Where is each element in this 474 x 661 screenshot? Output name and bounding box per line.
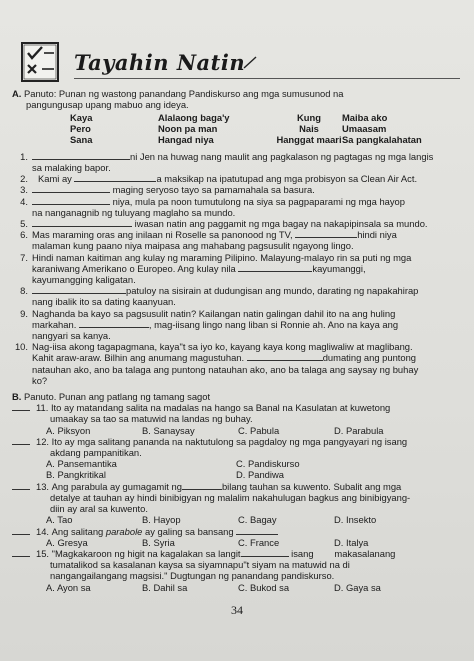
word-bank-cell: Sa pangkalahatan [342, 134, 422, 145]
item-4: 4. niya, mula pa noon tumutulong na siya sa pagpaparami ng mga hayop na nanganagnib ng tuluyang maglaho sa mundo. [20, 195, 405, 218]
word-bank-cell: Maiba ako [342, 112, 388, 124]
answer-blank[interactable] [32, 196, 110, 205]
word-bank-cell: Kaya [70, 112, 93, 124]
choice[interactable]: B. Dahil sa [142, 581, 188, 593]
choice[interactable]: A. Ayon sa [46, 581, 91, 593]
question-13: 13. Ang parabula ay gumagamit ng bilang tauhan sa kuwento. Subalit ang mga detalye at tauhan ay hindi binibigyan ng malalim nakahulugan bagkus ang binibigyang- diin ay aral sa kuwento. A. Tao B. Hayop C. Bagay D. Insekto [12, 481, 458, 526]
item-9: 9. Naghanda ba kayo sa pagsusulit natin? Kailangan natin galingan dahil ito na ang huling markahan. , mag-iisang lingo nang liban si Ronnie ah. Ano na kaya ang nangyari sa kanya. [20, 307, 399, 342]
section-b-label: B. [12, 391, 22, 403]
choice[interactable]: D. Gaya sa [334, 581, 381, 593]
choice[interactable]: D. Pandiwa [236, 469, 284, 481]
answer-blank[interactable] [295, 229, 357, 238]
choice[interactable]: B. Sanaysay [142, 424, 195, 436]
answer-blank[interactable] [241, 548, 289, 557]
answer-blank[interactable] [12, 548, 30, 557]
answer-blank[interactable] [32, 218, 132, 227]
item-8: 8. patuloy na sisirain at dudungisan ang mundo, darating ng napakahirap nang ibalik ito sa dating kaanyuan. [20, 285, 419, 308]
section-a-instruction-cont: pangungusap upang mabuo ang ideya. [26, 99, 189, 111]
question-14: 14. Ang salitang parabole ay galing sa bansang A. Gresya B. Syria C. France D. Italya [12, 526, 458, 548]
choice[interactable]: D. Italya [334, 536, 369, 548]
answer-blank[interactable] [236, 526, 278, 535]
item-3: 3. maging seryoso tayo sa pamamahala sa basura. [20, 184, 315, 196]
choice[interactable]: B. Hayop [142, 514, 181, 526]
word-bank [70, 113, 450, 145]
answer-blank[interactable] [12, 436, 30, 445]
choice[interactable]: D. Insekto [334, 514, 377, 526]
item-7: 7. Hindi naman kaitiman ang kulay ng maraming Pilipino. Malayung-malayo rin sa puti ng mga karaniwang Amerikano o Europeo. Ang kulay nila kayumanggi, kayumangging kaligatan. [20, 251, 412, 286]
item-6: 6. Mas maraming oras ang inilaan ni Roselle sa panonood ng TV, hindi niya malaman kung paano niya maipasa ang mahabang pagsusulit ngayong lingo. [20, 229, 397, 252]
answer-blank[interactable] [32, 184, 110, 193]
answer-blank[interactable] [32, 151, 130, 160]
choice[interactable]: A. Tao [46, 514, 73, 526]
item-2: 2. Kami ay a maksikap na ipatutupad ang mga probisyon sa Clean Air Act. [20, 173, 418, 185]
answer-blank[interactable] [247, 352, 323, 361]
word-bank-cell: Kung [297, 112, 321, 124]
page-number: 34 [231, 603, 243, 617]
choice[interactable]: C. Pandiskurso [236, 458, 300, 470]
page-title: Tayahin Natin [74, 50, 246, 75]
section-b-instruction: B. Panuto. Punan ang patlang ng tamang sagot [12, 391, 211, 403]
choice[interactable]: C. Bukod sa [238, 581, 290, 593]
answer-blank[interactable] [32, 285, 126, 294]
pencil-mark-icon [242, 54, 258, 70]
word-bank-cell: Noon pa man [158, 123, 218, 135]
word-bank-cell: Alalaong baga'y [158, 112, 230, 124]
item-10: 10. Nag-iisa akong tagapagmana, kaya"t sa iyo ko, kayang kaya kong magliwaliw at maglibang. Kahit araw-araw. Bilhin ang anumang magustuhan. dumating ang puntong natauhan ako, ano ba talaga ang puntong natauhan ako, ano ba talaga ang saysay ng buhay ko? [14, 341, 419, 386]
checklist-icon [18, 40, 64, 84]
word-bank-cell: Hangad niya [158, 134, 214, 145]
choice[interactable]: C. France [238, 536, 280, 548]
word-bank-cell: Hanggat maari [276, 134, 342, 145]
choice[interactable]: A. Pansemantika [46, 458, 117, 470]
section-a-instruction: A. Panuto: Punan ng wastong panandang Pandiskurso ang mga sumusunod na [12, 88, 344, 99]
worksheet-content [12, 88, 458, 593]
word-bank-cell: Pero [70, 123, 91, 135]
word-bank-cell: Nais [299, 123, 319, 135]
choice[interactable]: A. Gresya [46, 536, 88, 548]
answer-blank[interactable] [79, 319, 149, 328]
answer-blank[interactable] [74, 173, 156, 182]
question-12: 12. Ito ay mga salitang pananda na naktutulong sa pagdaloy ng mga pangyayari ng isang akdang pampanitikan. A. Pansemantika C. Pandiskurso B. Pangkritikal D. Pandiwa [12, 436, 458, 481]
choice[interactable]: C. Pabula [238, 424, 280, 436]
choice[interactable]: A. Piksyon [46, 424, 91, 436]
header [18, 40, 458, 86]
answer-blank[interactable] [12, 481, 30, 490]
title-rule [74, 78, 460, 79]
choice[interactable]: B. Pangkritikal [46, 469, 106, 481]
item-5: 5. iwasan natin ang paggamit ng mga bagay na nakapipinsala sa mundo. [20, 218, 428, 230]
choice[interactable]: B. Syria [142, 536, 175, 548]
answer-blank[interactable] [182, 481, 222, 490]
item-1: 1. ni Jen na huwag nang maulit ang pagkalason ng pagtagas ng mga langis sa malaking bapor. [20, 150, 434, 173]
choice[interactable]: C. Bagay [238, 514, 277, 526]
word-bank-cell: Umaasam [342, 123, 387, 135]
answer-blank[interactable] [12, 402, 30, 411]
choice[interactable]: D. Parabula [334, 424, 384, 436]
question-15: 15. "Magkakaroon ng higit na kagalakan sa langit isang makasalanang tumatalikod sa kasalanan kaysa sa siyamnapu"t siyam na matuwid na di nangangailangang magsisi." Dugtungan ng panandang pandiskurso. A. Ayon sa B. Dahil sa C. Bukod sa D. Gaya sa [12, 548, 458, 593]
answer-blank[interactable] [238, 263, 312, 272]
section-a-label: A. [12, 88, 22, 99]
word-bank-cell: Sana [70, 134, 93, 145]
question-11: 11. Ito ay matandang salita na madalas na hango sa Banal na Kasulatan at kuwetong umaakay sa tao sa matuwid na landas ng buhay. A. Piksyon B. Sanaysay C. Pabula D. Parabula [12, 402, 458, 436]
answer-blank[interactable] [12, 526, 30, 535]
